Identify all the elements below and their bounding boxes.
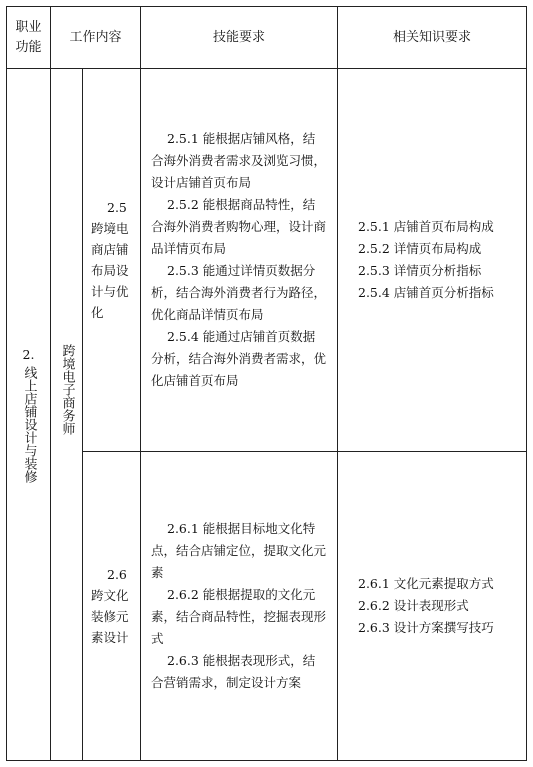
content-line: 计与优 [91,284,129,299]
content-number-2: 2.6 [107,567,127,582]
skill-item: 2.6.2 能根据提取的文化元素，结合商品特性，挖掘表现形式 [151,587,327,646]
function-number: 2. [22,346,35,362]
header-knowledge-label: 相关知识要求 [392,29,471,45]
content-line: 跨文化 [91,588,129,603]
skill-item: 2.5.4 能通过店铺首页数据分析，结合海外消费者需求，优化店铺首页布局 [151,329,327,388]
content-line: 化 [91,305,104,320]
skill-item: 2.5.2 能根据商品特性，结合海外消费者购物心理，设计商品详情页布局 [151,197,327,256]
content-number-1: 2.5 [107,200,127,215]
knowledge-item: 2.5.4 店铺首页分析指标 [358,285,494,300]
function-cell [7,69,50,760]
skills-row-2 [141,452,337,760]
header-skill-label: 技能要求 [212,29,265,45]
header-function-line1: 职业 [15,19,42,35]
competency-table [6,6,527,761]
skill-item: 2.6.3 能根据表现形式，结合营销需求，制定设计方案 [151,653,316,690]
content-line: 商店铺 [91,242,129,257]
occupation-cell [51,69,82,760]
header-work-content-label: 工作内容 [69,29,122,45]
knowledge-row-2 [338,452,526,760]
knowledge-row-1 [338,69,526,451]
knowledge-item: 2.5.3 详情页分析指标 [358,263,482,278]
content-line: 素设计 [91,630,129,645]
content-line: 跨境电 [91,221,129,236]
header-function-line2: 功能 [15,39,42,55]
knowledge-item: 2.6.3 设计方案撰写技巧 [358,620,494,635]
header-knowledge-requirements [338,7,526,68]
content-line: 布局设 [91,263,129,278]
occupation-name: 跨境电子商务师 [59,344,75,435]
work-content-row-2 [83,452,140,760]
knowledge-item: 2.5.2 详情页布局构成 [358,241,482,256]
header-function [7,7,50,68]
work-content-row-1 [83,69,140,451]
knowledge-item: 2.6.1 文化元素提取方式 [358,576,494,591]
skill-item: 2.6.1 能根据目标地文化特点，结合店铺定位，提取文化元素 [151,521,327,580]
skill-item: 2.5.3 能通过详情页数据分析，结合海外消费者行为路径，优化商品详情页布局 [151,263,327,322]
knowledge-item: 2.6.2 设计表现形式 [358,598,469,613]
header-work-content [51,7,140,68]
content-line: 装修元 [91,609,129,624]
header-skill-requirements [141,7,337,68]
skills-row-1 [141,69,337,451]
skill-item: 2.5.1 能根据店铺风格，结合海外消费者需求及浏览习惯，设计店铺首页布局 [151,131,327,190]
knowledge-item: 2.5.1 店铺首页布局构成 [358,219,494,234]
function-name: 线上店铺设计与装修 [21,365,37,483]
